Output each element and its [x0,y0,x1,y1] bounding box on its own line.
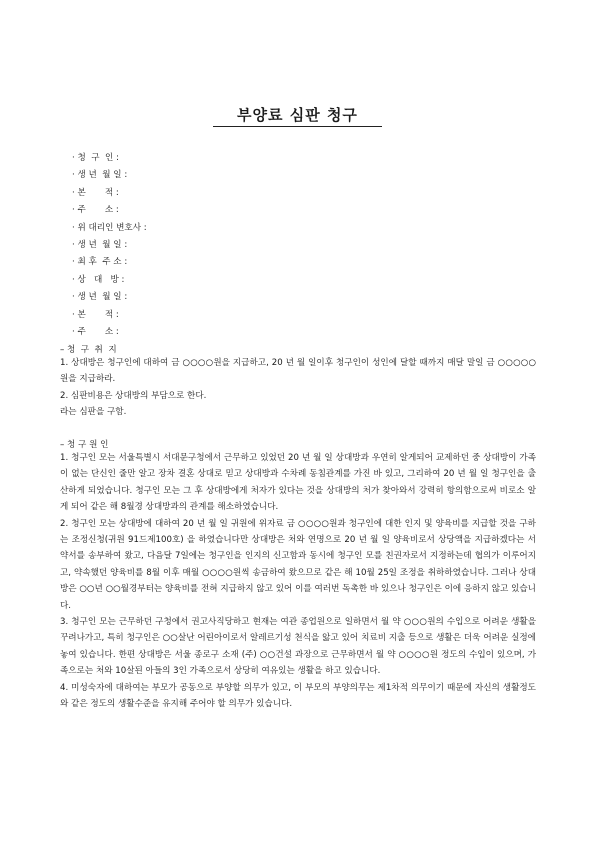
reason-paragraph-3: 3. 청구인 모는 근무하던 구청에서 권고사직당하고 현재는 여관 종업원으로 일하면서 월 약 ○○○원의 수입으로 어려운 생활을 꾸려나가고, 특히 청구인은 ○○살난 어린아이로서 알레르기성 천식을 앓고 있어 치료비 지출 등으로 생활은 더욱 어려운 실정에 놓여 있습니다. 한편 상대방은 서울 종로구 소재 (주) ○○건설 과장으로 근무하면서 월 약 ○○○○원 정도의 수입이 있으며, 가족으로는 처와 10살된 아들의 3인 가족으로서 상당히 여유있는 생활을 하고 있습니다. [60,617,536,677]
field-last-address: · 최 후 주 소 : [72,257,128,268]
purpose-heading: – 청 구 취 지 [60,345,117,355]
party-info-fields [72,150,147,341]
document-title: 부양료 심판 청구 [237,106,358,124]
purpose-item-1: 1. 상대방은 청구인에 대하여 금 ○○○○원을 지급하고, 20 년 월 일이후 청구인이 성인에 달할 때까지 매달 말일 금 ○○○○○원을 지급하라. [60,358,536,385]
field-respondent: · 상 대 방 : [72,274,125,285]
purpose-section [60,355,536,421]
reasons-heading: – 청 구 원 인 [60,440,109,450]
field-claimant-birthdate: · 생 년 월 일 : [72,170,128,181]
reasons-section [60,450,536,713]
field-claimant-address: · 주 소 : [72,205,119,216]
reason-paragraph-4: 4. 미성숙자에 대하여는 부모가 공동으로 부양할 의무가 있고, 이 부모의 부양의무는 제1차적 의무이기 때문에 자신의 생활정도와 같은 정도의 생활수준을 유지해 주어야 할 의무가 있습니다. [60,682,536,710]
purpose-closing: 라는 심판을 구함. [60,407,127,418]
reason-paragraph-2: 2. 청구인 모는 상대방에 대하여 20 년 월 일 귀원에 위자료 금 ○○○○원과 청구인에 대한 인지 및 양육비를 지급할 것을 구하는 조정신청(귀원 91드제100호) 을 하였습니다만 상대방은 처와 연명으로 20 년 월 일 양육비로서 상당액을 지급하겠다는 서약서를 송부하여 왔고, 다음달 7일에는 청구인을 인지의 신고함과 동시에 청구인 모를 친권자로서 지정하는데 협의가 이루어지고, 약속했던 양육비를 8월 이후 매월 ○○○○원씩 송금하여 왔으므로 같은 해 10월 25일 조정을 취하하였습니다. 그러나 상대방은 ○○년 ○○월경부터는 양육비를 전혀 지급하지 않고 있어 이를 여러번 독촉한 바 있으나 청구인은 이에 응하지 않고 있습니다. [60,518,536,611]
field-respondent-birthdate: · 생 년 월 일 : [72,292,128,303]
field-claimant: · 청 구 인 : [72,153,119,163]
field-respondent-address: · 주 소 : [72,327,119,338]
field-respondent-registered-domicile: · 본 적 : [72,309,119,320]
reason-paragraph-1: 1. 청구인 모는 서울특별시 서대문구청에서 근무하고 있었던 20 년 월 일 상대방과 우연히 알게되어 교제하던 중 상대방이 가족이 없는 단신인 줄만 알고 장차 결혼 상대로 믿고 상대방과 수차례 동침관계를 가진 바 있고, 그리하여 20 년 월 일 청구인을 출산하게 되었습니다. 청구인 모는 그 후 상대방에게 처자가 있다는 것을 상대방의 처가 찾아와서 강력히 항의함으로써 비로소 알게 되어 같은 해 8월경 상대방과의 관계를 해소하였습니다. [60,453,536,513]
field-attorney-birthdate: · 생 년 월 일 : [72,240,128,251]
field-attorney: · 위 대리인 변호사 : [72,222,147,233]
field-claimant-registered-domicile: · 본 적 : [72,187,119,198]
title-underline [213,126,382,127]
purpose-item-2: 2. 심판비용은 상대방의 부담으로 한다. [60,390,207,401]
